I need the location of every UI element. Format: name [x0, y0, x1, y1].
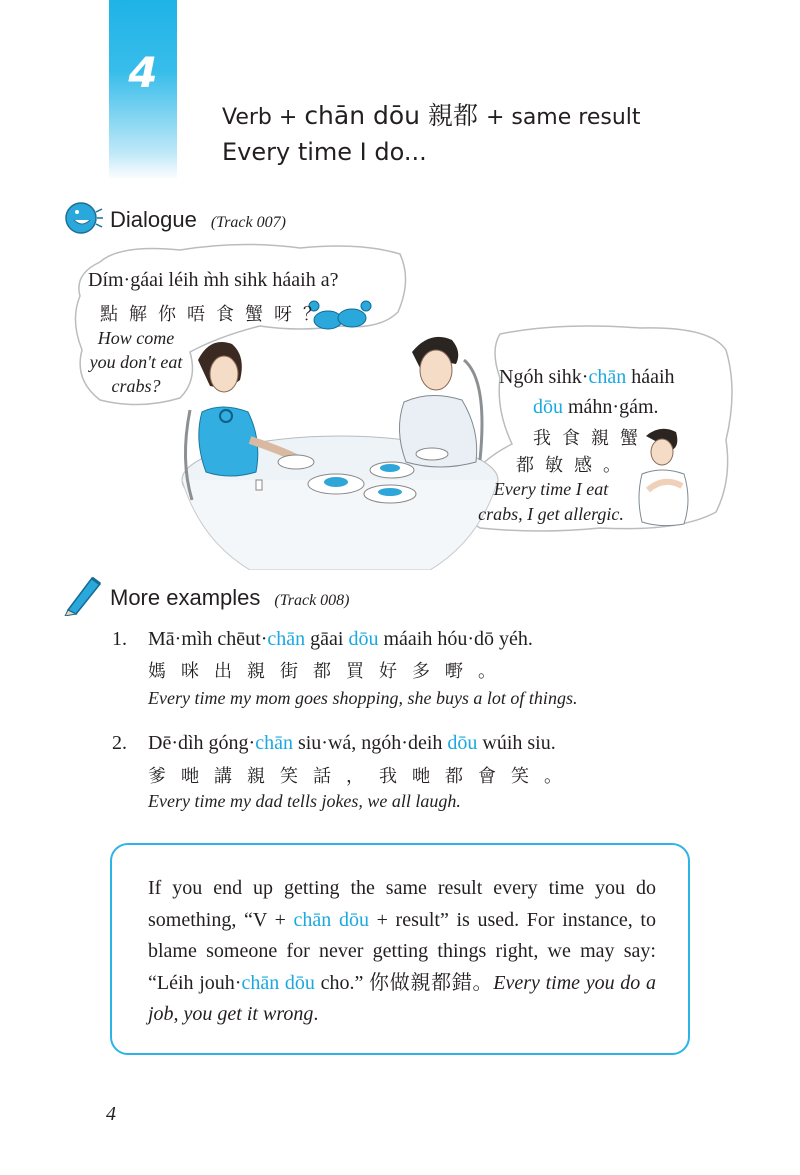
bubble-left-chinese: 點解你唔食蟹呀？ — [100, 304, 332, 325]
note-segment: If you end up getting the same result every time you do something, “V + — [148, 877, 656, 931]
speaking-face-icon — [64, 200, 104, 236]
bubble-right-chinese-1: 我食親蟹 — [533, 428, 649, 449]
example-number: 1. — [112, 628, 127, 650]
note-highlight: chān dōu — [241, 971, 315, 994]
roman-highlight: dōu — [447, 732, 478, 754]
example-chinese: 爹哋講親笑話，我哋都會笑。 — [148, 766, 577, 787]
bubble-left-english — [80, 326, 192, 398]
bubble-right-english — [466, 477, 636, 527]
pen-icon — [62, 572, 106, 616]
dialogue-title: Dialogue — [110, 207, 197, 232]
chapter-subtitle: Every time I do... — [222, 138, 427, 166]
roman-highlight: dōu — [348, 628, 379, 650]
bubble-right-chinese-2: 都敏感。 — [516, 455, 632, 476]
roman-segment: siu·wá, ngóh·deih — [292, 732, 448, 754]
bubble-left-english-line: crabs? — [111, 376, 161, 396]
bubble-right-line2 — [533, 396, 659, 419]
examples-track: (Track 008) — [274, 592, 350, 609]
example-romanization — [148, 732, 556, 755]
bubble-left-english-line: you don't eat — [89, 352, 183, 372]
roman-segment: wúih siu. — [477, 732, 556, 754]
examples-heading — [110, 585, 350, 611]
man-figure — [399, 337, 482, 467]
roman-segment: máaih hóu·dō yéh. — [378, 628, 533, 650]
bubble-right-line1 — [499, 366, 675, 389]
bubble-right-highlight: dōu — [533, 396, 563, 418]
example-english: Every time my dad tells jokes, we all laugh. — [148, 791, 461, 811]
bubble-right-english-line: Every time I eat — [493, 479, 609, 499]
dialogue-track: (Track 007) — [210, 214, 286, 231]
bubble-left-english-line: How come — [97, 328, 175, 348]
note-text — [148, 873, 656, 1031]
title-prefix: Verb + — [222, 105, 305, 130]
note-highlight: chān dōu — [293, 908, 369, 931]
bubble-right-text: háaih — [626, 366, 675, 388]
roman-highlight: chān — [267, 628, 306, 650]
roman-segment: Dē·dìh góng· — [148, 732, 256, 754]
title-pinyin: chān dōu — [304, 101, 421, 130]
roman-segment: gāai — [305, 628, 349, 650]
bubble-right-highlight: chān — [588, 366, 627, 388]
page-number: 4 — [106, 1103, 116, 1125]
example-chinese: 媽咪出親街都買好多嘢。 — [148, 661, 511, 682]
example-romanization — [148, 628, 533, 651]
bubble-right-text: Ngóh sihk· — [499, 366, 589, 388]
bubble-right-text: máhn·gám. — [563, 396, 659, 418]
note-segment: . — [313, 1003, 319, 1025]
example-number: 2. — [112, 732, 127, 754]
roman-segment: Mā·mìh chēut· — [148, 628, 268, 650]
note-italic: Every time you do a job, you get it wrong — [148, 971, 656, 1025]
bubble-right-english-line: crabs, I get allergic. — [478, 504, 624, 524]
example-english: Every time my mom goes shopping, she buys a lot of things. — [148, 688, 578, 708]
chapter-number: 4 — [128, 48, 158, 97]
examples-title: More examples — [110, 585, 261, 610]
dialogue-heading — [110, 207, 286, 233]
chapter-title — [222, 96, 641, 132]
bubble-left-romanization: Dím·gáai léih m̀h sihk háaih a? — [88, 269, 339, 291]
note-segment: cho.” 你做親都錯。 — [314, 971, 494, 994]
title-chinese: 親都 — [420, 101, 486, 130]
note-segment: + result” is used. For instance, to blame someone for never getting things right, we may say: “Léih jouh· — [148, 908, 656, 994]
roman-highlight: chān — [255, 732, 293, 754]
title-suffix: + same result — [485, 105, 641, 130]
